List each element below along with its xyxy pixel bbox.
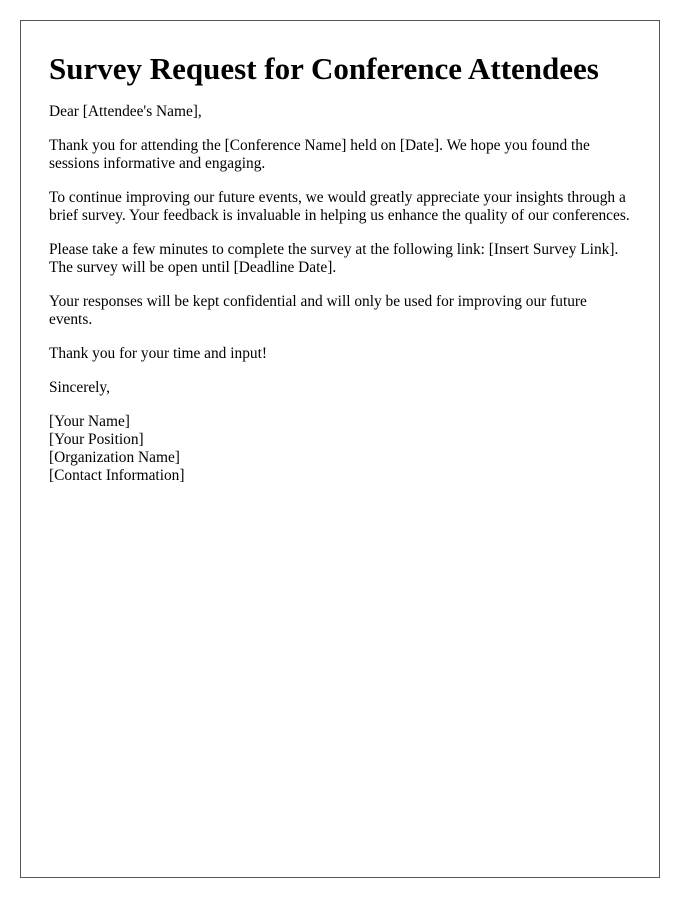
letter-paragraph-thanks: Thank you for attending the [Conference Name] held on [Date]. We hope you found the sessions informative and engaging. xyxy=(49,137,590,172)
letter-greeting: Dear [Attendee's Name], xyxy=(49,103,202,120)
letter-paragraph-survey-link: Please take a few minutes to complete the survey at the following link: [Insert Survey Link]. The survey will be open until [Deadline Date]. xyxy=(49,241,619,276)
signature-position: [Your Position] xyxy=(49,431,144,448)
signature-name: [Your Name] xyxy=(49,413,130,430)
letter-paragraph-closing-thanks: Thank you for your time and input! xyxy=(49,345,267,362)
signature-contact: [Contact Information] xyxy=(49,467,185,484)
letter-closing: Sincerely, xyxy=(49,379,110,396)
letter-title: Survey Request for Conference Attendees xyxy=(49,51,599,86)
signature-block xyxy=(49,413,631,485)
letter-page xyxy=(20,20,660,878)
letter-paragraph-confidentiality: Your responses will be kept confidential and will only be used for improving our future events. xyxy=(49,293,587,328)
letter-paragraph-survey-request: To continue improving our future events, we would greatly appreciate your insights through a brief survey. Your feedback is invaluable in helping us enhance the quality of our conferences. xyxy=(49,189,630,224)
signature-organization: [Organization Name] xyxy=(49,449,180,466)
